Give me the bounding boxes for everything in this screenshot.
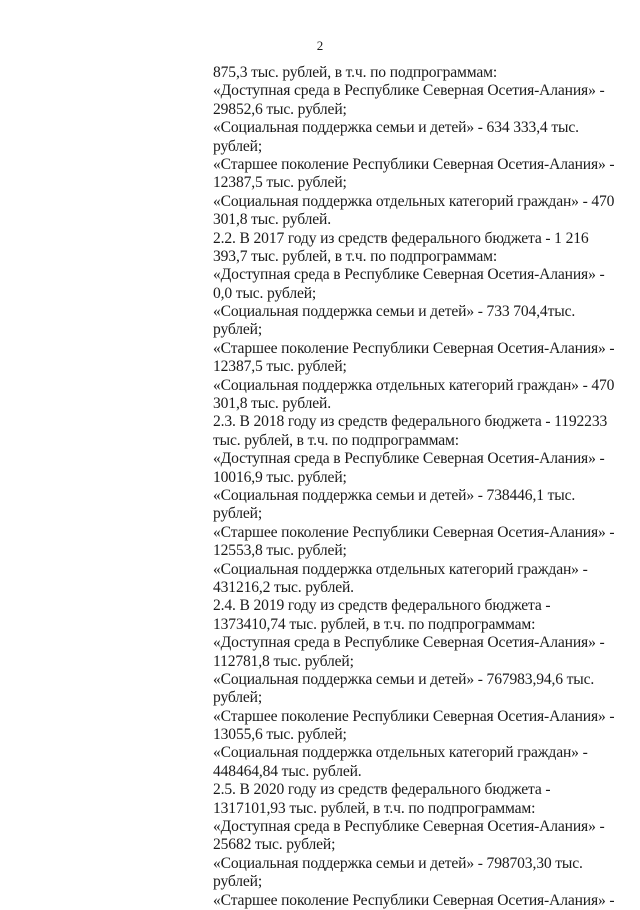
text-line: 448464,84 тыс. рублей. bbox=[213, 762, 362, 780]
text-line: 12387,5 тыс. рублей; bbox=[213, 358, 347, 376]
text-line: 13055,6 тыс. рублей; bbox=[213, 726, 347, 744]
text-line: «Социальная поддержка отдельных категорий граждан» - bbox=[213, 560, 588, 578]
text-line: 2.5. В 2020 году из средств федерального бюджета - bbox=[213, 781, 551, 799]
text-line: 2.3. В 2018 году из средств федерального бюджета - 1192233 bbox=[213, 413, 608, 431]
text-line: 393,7 тыс. рублей, в т.ч. по подпрограммам: bbox=[213, 247, 498, 265]
text-line: «Старшее поколение Республики Северная Осетия-Алания» - bbox=[213, 891, 615, 909]
text-line: 25682 тыс. рублей; bbox=[213, 836, 336, 854]
text-line: 10016,9 тыс. рублей; bbox=[213, 468, 347, 486]
text-line: «Социальная поддержка семьи и детей» - 733 704,4тыс. bbox=[213, 303, 576, 321]
text-line: «Доступная среда в Республике Северная Осетия-Алания» - bbox=[213, 450, 605, 468]
text-line: 2.4. В 2019 году из средств федерального бюджета - bbox=[213, 597, 551, 615]
text-line: «Социальная поддержка отдельных категорий граждан» - bbox=[213, 744, 588, 762]
page-number: 2 bbox=[316, 38, 324, 53]
text-line: 1373410,74 тыс. рублей, в т.ч. по подпрограммам: bbox=[213, 615, 536, 633]
text-line: 875,3 тыс. рублей, в т.ч. по подпрограммам: bbox=[213, 64, 498, 81]
text-line: рублей; bbox=[213, 137, 263, 155]
document-text-block bbox=[213, 64, 618, 910]
text-line: 12553,8 тыс. рублей; bbox=[213, 542, 347, 560]
text-line: рублей; bbox=[213, 689, 263, 707]
text-line: «Доступная среда в Республике Северная Осетия-Алания» - bbox=[213, 634, 605, 652]
text-line: рублей; bbox=[213, 873, 263, 891]
text-line: 1317101,93 тыс. рублей, в т.ч. по подпрограммам: bbox=[213, 799, 536, 817]
text-line: 301,8 тыс. рублей. bbox=[213, 395, 331, 413]
text-line: рублей; bbox=[213, 505, 263, 523]
text-line: «Социальная поддержка семьи и детей» - 798703,30 тыс. bbox=[213, 854, 583, 872]
text-line: «Старшее поколение Республики Северная Осетия-Алания» - bbox=[213, 523, 615, 541]
text-line: «Старшее поколение Республики Северная Осетия-Алания» - bbox=[213, 707, 615, 725]
text-line: «Социальная поддержка семьи и детей» - 767983,94,6 тыс. bbox=[213, 670, 595, 688]
text-line: 301,8 тыс. рублей. bbox=[213, 211, 331, 229]
text-line: 112781,8 тыс. рублей; bbox=[213, 652, 354, 670]
text-line: «Старшее поколение Республики Северная Осетия-Алания» - bbox=[213, 155, 615, 173]
text-line: 431216,2 тыс. рублей. bbox=[213, 578, 354, 596]
text-line: «Доступная среда в Республике Северная Осетия-Алания» - bbox=[213, 266, 605, 284]
text-line: 0,0 тыс. рублей; bbox=[213, 284, 317, 302]
text-line: 2.2. В 2017 году из средств федерального бюджета - 1 216 bbox=[213, 229, 589, 247]
text-line: «Социальная поддержка отдельных категорий граждан» - 470 bbox=[213, 376, 615, 394]
text-line: рублей; bbox=[213, 321, 263, 339]
text-line: «Доступная среда в Республике Северная Осетия-Алания» - bbox=[213, 818, 605, 836]
text-line: 12387,5 тыс. рублей; bbox=[213, 174, 347, 192]
text-line: тыс. рублей, в т.ч. по подпрограммам: bbox=[213, 431, 459, 449]
text-line: «Старшее поколение Республики Северная Осетия-Алания» - bbox=[213, 339, 615, 357]
text-line: «Социальная поддержка семьи и детей» - 634 333,4 тыс. bbox=[213, 119, 579, 137]
text-line: «Доступная среда в Республике Северная Осетия-Алания» - bbox=[213, 82, 605, 100]
text-line: «Социальная поддержка семьи и детей» - 738446,1 тыс. bbox=[213, 486, 576, 504]
text-line: 29852,6 тыс. рублей; bbox=[213, 100, 347, 118]
text-line: «Социальная поддержка отдельных категорий граждан» - 470 bbox=[213, 192, 615, 210]
